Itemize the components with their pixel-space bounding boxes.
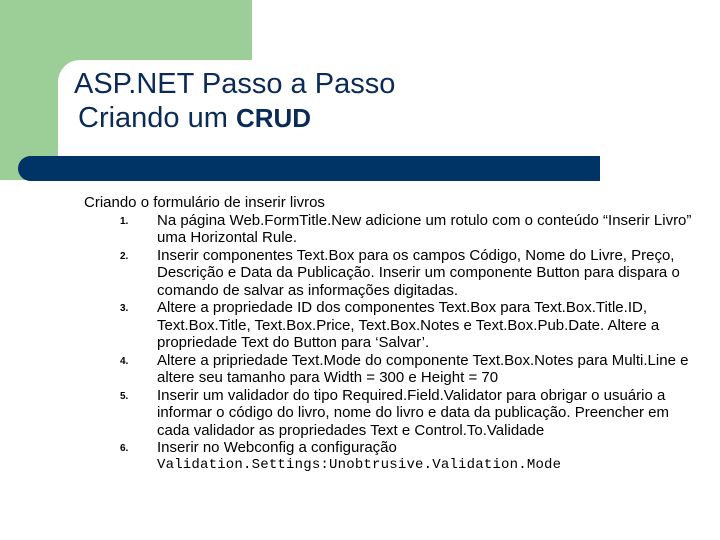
step-text: Na página Web.FormTitle.New adicione um rotulo com o conteúdo “Inserir Livro” uma Horizontal Rule. bbox=[157, 211, 692, 246]
code-snippet: Validation.Settings:Unobtrusive.Validation.Mode bbox=[157, 456, 562, 473]
step-text: Altere a pripriedade Text.Mode do componente Text.Box.Notes para Multi.Line e altere seu tamanho para Width = 300 e Height = 70 bbox=[157, 351, 689, 386]
list-item bbox=[84, 212, 704, 247]
step-number: 5. bbox=[120, 390, 129, 402]
step-number: 4. bbox=[120, 355, 129, 367]
steps-list bbox=[84, 212, 704, 475]
step-text: Inserir componentes Text.Box para os campos Código, Nome do Livre, Preço, Descrição e Data da Publicação. Inserir um componente Button para dispara o comando de salvar as informações digitadas. bbox=[157, 246, 680, 299]
list-item bbox=[84, 247, 704, 300]
slide-title-line-1: ASP.NET Passo a Passo bbox=[74, 68, 396, 100]
list-item bbox=[84, 439, 704, 474]
intro-text: Criando o formulário de inserir livros bbox=[84, 194, 325, 211]
slide-title-line-2 bbox=[78, 102, 311, 134]
step-text: Altere a propriedade ID dos componentes Text.Box para Text.Box.Title.ID, Text.Box.Title, Text.Box.Price, Text.Box.Notes e Text.Box.Pub.Date. Altere a propriedade Text do Button para ‘Salvar’. bbox=[157, 299, 660, 351]
list-item bbox=[84, 352, 704, 387]
step-number: 3. bbox=[120, 303, 129, 314]
step-number: 6. bbox=[120, 443, 129, 454]
slide-content bbox=[84, 194, 704, 474]
list-item bbox=[84, 387, 704, 440]
step-text: Inserir um validador do tipo Required.Field.Validator para obrigar o usuário a informar o código do livro, nome do livro e data da publicação. Preencher em cada validador as propriedades Text e Control.To.Validade bbox=[157, 386, 669, 439]
step-number: 1. bbox=[120, 215, 129, 227]
list-item bbox=[84, 299, 704, 352]
step-number: 2. bbox=[120, 250, 129, 262]
slide-title-bold: CRUD bbox=[235, 103, 312, 133]
title-underline-bar bbox=[18, 156, 600, 181]
slide-title-prefix: Criando um bbox=[78, 102, 228, 134]
step-text: Inserir no Webconfig a configuração bbox=[157, 439, 397, 456]
